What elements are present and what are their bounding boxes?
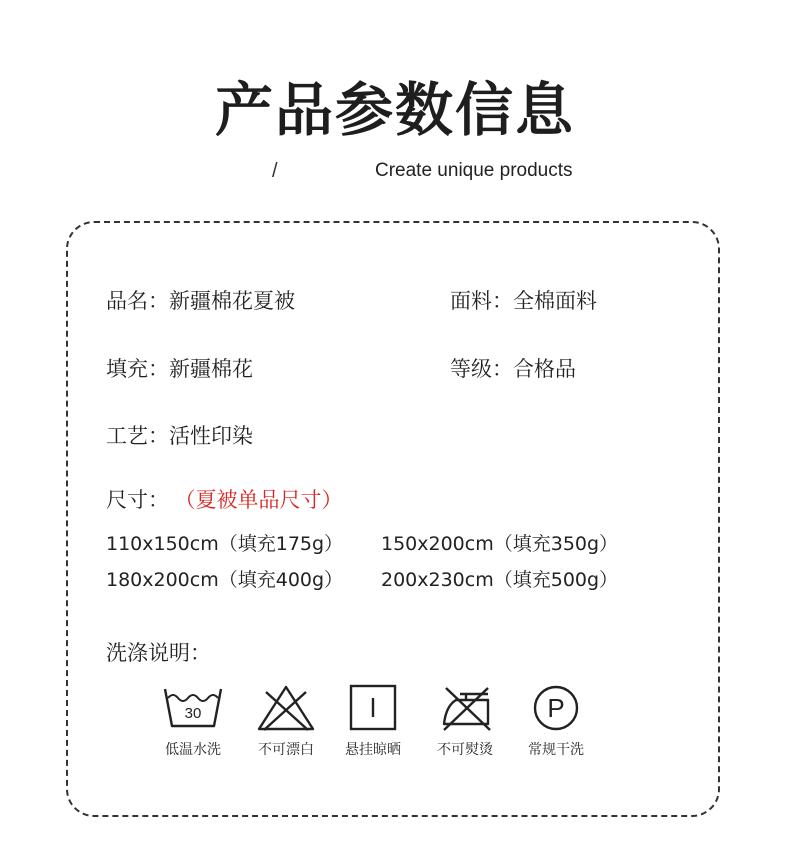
param-filling-value: 新疆棉花 [169,357,253,381]
param-grade-value: 合格品 [513,357,576,381]
param-craft [106,420,253,450]
param-grade [450,353,576,383]
wash-temperature: 30 [184,705,202,722]
wash-title: 洗涤说明： [106,641,211,665]
no-iron-icon [438,684,494,732]
size-label: 尺寸： [106,488,169,512]
hang-dry-icon [348,684,398,732]
param-fabric-value: 全棉面料 [513,289,597,313]
page-subtitle: Create unique products [375,160,573,181]
no-bleach-icon [256,684,316,732]
param-name [106,285,295,315]
size-note: （夏被单品尺寸） [185,488,343,512]
size-item: 200x230cm（填充500g） [381,569,619,591]
param-filling [106,353,253,383]
wash-label: 不可熨烫 [437,742,493,758]
page-title: 产品参数信息 [214,76,575,144]
title-slash: / [272,160,278,182]
wash-label: 常规干洗 [528,742,584,758]
size-item: 180x200cm（填充400g） [106,569,344,591]
param-fabric [450,285,597,315]
wash-label: 低温水洗 [165,742,221,758]
size-heading [106,484,343,514]
wash-label: 悬挂晾晒 [345,742,401,758]
dry-clean-p-icon [532,684,580,732]
param-craft-label: 工艺： [106,424,169,448]
wash-tub-30-icon [162,684,224,732]
param-craft-value: 活性印染 [169,424,253,448]
wash-label: 不可漂白 [258,742,314,758]
param-filling-label: 填充： [106,357,169,381]
size-item: 110x150cm（填充175g） [106,533,344,555]
size-item: 150x200cm（填充350g） [381,533,619,555]
param-fabric-label: 面料： [450,289,513,313]
param-name-value: 新疆棉花夏被 [169,289,295,313]
dry-clean-letter: P [547,693,565,723]
param-grade-label: 等级： [450,357,513,381]
param-name-label: 品名： [106,289,169,313]
